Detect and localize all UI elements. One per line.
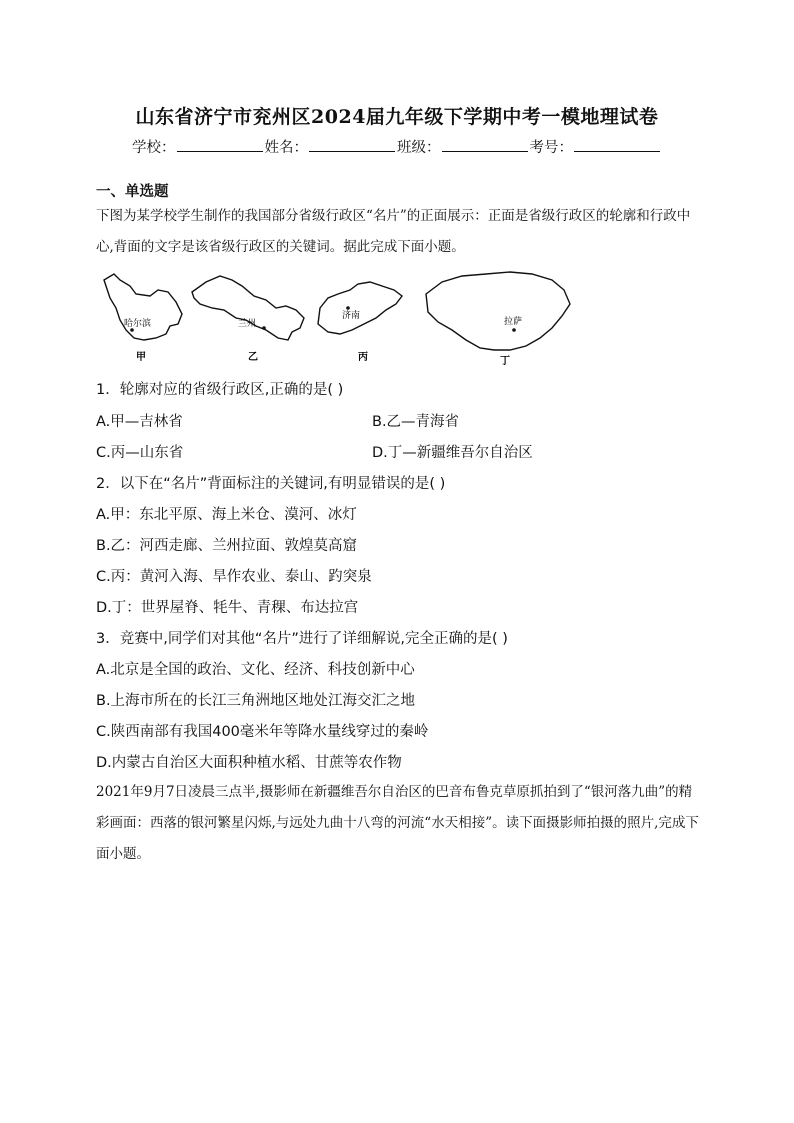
passage-2: 2021年9月7日凌晨三点半,摄影师在新疆维吾尔自治区的巴音布鲁克草原抓拍到了“银河落九曲”的精彩画面：西落的银河繁星闪烁,与远处九曲十八弯的河流“水天相接”。读下面摄影师拍摄的照片,完成下面小题。: [96, 784, 699, 862]
q2-option-b[interactable]: B.乙：河西走廊、兰州拉面、敦煌莫高窟: [96, 538, 358, 554]
jinan-label: 济南: [342, 311, 361, 321]
q1-option-c[interactable]: C.丙—山东省: [96, 445, 184, 461]
class-field: [397, 136, 530, 157]
label-bing: 丙: [358, 352, 368, 363]
name-field: [265, 136, 398, 157]
q1-option-d[interactable]: D.丁—新疆维吾尔自治区: [372, 445, 533, 461]
q1-option-a[interactable]: A.甲—吉林省: [96, 414, 183, 430]
name-label: 姓名：: [264, 140, 308, 156]
exam-no-field: [530, 136, 663, 157]
lhasa-dot: [512, 328, 516, 332]
student-info-row: [0, 136, 794, 157]
q3-option-b[interactable]: B.上海市所在的长江三角洲地区地处江海交汇之地: [96, 693, 416, 709]
class-label: 班级：: [397, 140, 441, 156]
q1-option-b[interactable]: B.乙—青海省: [372, 414, 460, 430]
school-blank: [177, 137, 263, 152]
harbin-label: 哈尔滨: [124, 319, 152, 329]
heilongjiang-outline: [104, 274, 182, 340]
question-3-stem: 3．竞赛中,同学们对其他“名片”进行了详细解说,完全正确的是( ): [96, 631, 508, 647]
question-1-stem: 1．轮廓对应的省级行政区,正确的是( ): [96, 382, 344, 398]
lanzhou-label: 兰州: [238, 319, 257, 329]
q2-option-d[interactable]: D.丁：世界屋脊、牦牛、青稞、布达拉宫: [96, 600, 359, 616]
q2-option-c[interactable]: C.丙：黄河入海、旱作农业、泰山、趵突泉: [96, 569, 372, 585]
lanzhou-dot: [262, 326, 266, 330]
q2-option-a[interactable]: A.甲：东北平原、海上米仓、漠河、冰灯: [96, 507, 357, 523]
class-blank: [442, 137, 528, 152]
tibet-outline: [426, 272, 570, 350]
school-field: [132, 136, 265, 157]
shandong-outline: [318, 282, 402, 334]
school-label: 学校：: [132, 140, 176, 156]
label-ding: 丁: [500, 356, 510, 367]
exam-no-label: 考号：: [529, 140, 573, 156]
label-jia: 甲: [136, 352, 146, 363]
section-heading: 一、单选题: [96, 184, 169, 200]
section-intro: 下图为某学校学生制作的我国部分省级行政区“名片”的正面展示：正面是省级行政区的轮廓和行政中心,背面的文字是该省级行政区的关键词。据此完成下面小题。: [96, 208, 691, 255]
gansu-outline: [192, 276, 304, 340]
q3-option-c[interactable]: C.陕西南部有我国400毫米年等降水量线穿过的秦岭: [96, 724, 429, 740]
label-yi: 乙: [248, 352, 258, 363]
question-2-stem: 2．以下在“名片”背面标注的关键词,有明显错误的是( ): [96, 476, 446, 492]
exam-no-blank: [574, 137, 660, 152]
province-outline-figure: [96, 268, 696, 368]
jinan-dot: [346, 306, 350, 310]
lhasa-label: 拉萨: [504, 317, 523, 327]
name-blank: [309, 137, 395, 152]
q3-option-a[interactable]: A.北京是全国的政治、文化、经济、科技创新中心: [96, 662, 415, 678]
q3-option-d[interactable]: D.内蒙古自治区大面积种植水稻、甘蔗等农作物: [96, 755, 402, 771]
page-title: 山东省济宁市兖州区2024届九年级下学期中考一模地理试卷: [135, 106, 659, 128]
